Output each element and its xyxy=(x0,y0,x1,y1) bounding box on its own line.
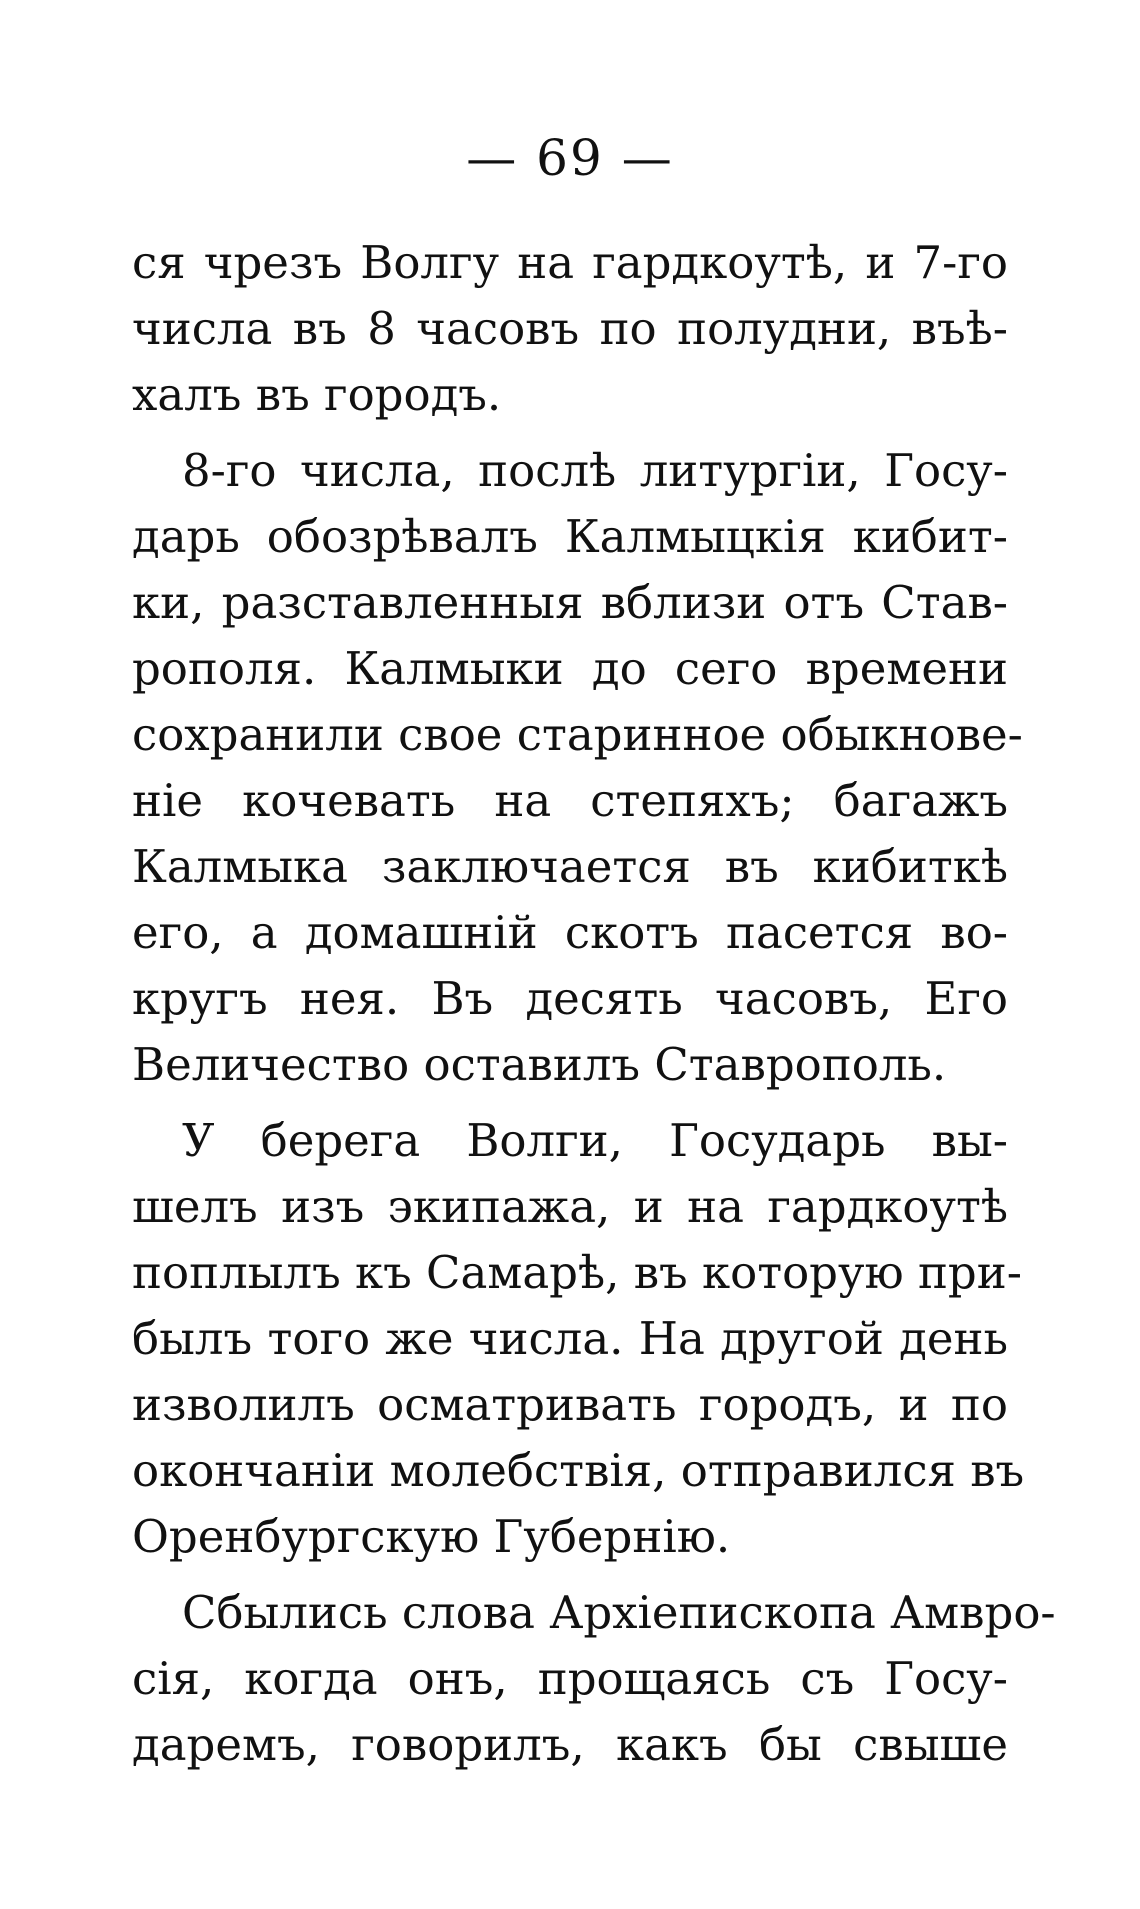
text-line: Величество оставилъ Ставрополь. xyxy=(132,1038,947,1091)
text-line: рополя. Калмыки до сего времени xyxy=(132,642,1008,695)
text-line: дарь обозрѣвалъ Калмыцкія кибит- xyxy=(132,510,1008,563)
text-line: халъ въ городъ. xyxy=(132,368,502,421)
text-line: Оренбургскую Губернію. xyxy=(132,1510,731,1563)
text-line: 8-го числа, послѣ литургіи, Госу- xyxy=(182,444,1008,497)
text-line: былъ того же числа. На другой день xyxy=(132,1312,1008,1365)
text-line: Сбылись слова Архіепископа Амвро- xyxy=(182,1586,1056,1639)
text-line: его, а домашній скотъ пасется во- xyxy=(132,906,1008,959)
paragraph-1 xyxy=(132,230,1008,428)
text-line: ся чрезъ Волгу на гардкоутѣ, и 7-го xyxy=(132,236,1008,289)
text-line: ніе кочевать на степяхъ; багажъ xyxy=(132,774,1008,827)
text-line: числа въ 8 часовъ по полудни, въѣ- xyxy=(132,302,1008,355)
text-line: поплылъ къ Самарѣ, въ которую при- xyxy=(132,1246,1022,1299)
text-line: Калмыка заключается въ кибиткѣ xyxy=(132,840,1008,893)
text-line: даремъ, говорилъ, какъ бы свыше xyxy=(132,1718,1008,1771)
text-line: шелъ изъ экипажа, и на гардкоутѣ xyxy=(132,1180,1008,1233)
body-text xyxy=(132,230,1056,1778)
text-line: изволилъ осматривать городъ, и по xyxy=(132,1378,1008,1431)
paragraph-4 xyxy=(132,1580,1056,1778)
paragraph-2 xyxy=(132,438,1023,1098)
text-line: сія, когда онъ, прощаясь съ Госу- xyxy=(132,1652,1008,1705)
paragraph-3 xyxy=(132,1108,1025,1570)
paragraph-gap xyxy=(132,1098,1008,1108)
paragraph-gap xyxy=(132,1570,1008,1580)
text-line: окончаніи молебствія, отправился въ xyxy=(132,1444,1025,1497)
page-number: — 69 — xyxy=(466,129,674,187)
text-line: сохранили свое старинное обыкнове- xyxy=(132,708,1023,761)
text-line: У берега Волги, Государь вы- xyxy=(182,1114,1008,1167)
text-line: кругъ нея. Въ десять часовъ, Его xyxy=(132,972,1008,1025)
text-line: ки, разставленныя вблизи отъ Став- xyxy=(132,576,1008,629)
paragraph-gap xyxy=(132,428,1008,438)
